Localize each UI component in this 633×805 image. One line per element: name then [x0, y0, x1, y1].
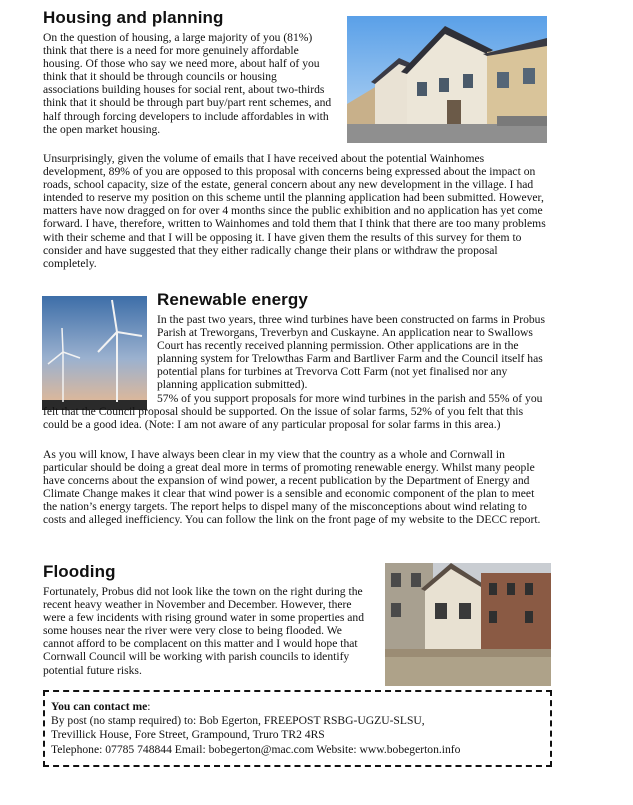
flooding-paragraph: Fortunately, Probus did not look like the town on the right during the recent heavy weather in November and December. However, there were a few incidents with rising ground water in some properties and some houses near the river were very close to being flooded. We cannot afford to be complacent on this matter and I would hope that Cornwall Council will be working with parish councils to identify potential future risks.: [43, 585, 364, 677]
flooding-heading: Flooding: [43, 562, 116, 581]
housing-photo: [347, 16, 547, 143]
contact-title-colon: :: [147, 700, 151, 713]
flood-photo: [385, 563, 551, 686]
housing-heading: Housing and planning: [43, 8, 224, 27]
housing-paragraph-1: On the question of housing, a large majority of you (81%) think that there is a need for more genuinely affordable housing. Of those who say we need more, about half of you think that it should be through councils or housing associations building houses for social rent, about two-thirds think that it should be through part buy/part rent schemes, and half through forcing developers to include affordables in with the open market housing.: [43, 31, 332, 136]
renewable-paragraph-1: In the past two years, three wind turbines have been constructed on farms in Probus Parish at Treworgans, Treverbyn and Cuskayne. An application near to Swallows Court has recently received planning permission. Other applications are in the planning system for Trelowthas Farm and Bartliver Farm and the Council itself has potential plans for turbines at Trevorva Cott Farm (not yet finalised nor any planning application submitted).: [157, 313, 545, 392]
contact-post-line-1: By post (no stamp required) to: Bob Egerton, FREEPOST RSBG-UGZU-SLSU,: [51, 714, 425, 728]
contact-post-line-2: Trevillick House, Fore Street, Grampound, Truro TR2 4RS: [51, 728, 325, 742]
renewable-heading: Renewable energy: [157, 290, 308, 309]
renewable-paragraph-3: As you will know, I have always been clear in my view that the country as a whole and Cornwall in particular should be doing a great deal more in terms of promoting renewable energy. Whilst many people have concerns about the expansion of wind power, a recent publication by the Department of Energy and Climate Change makes it clear that wind power is a sensible and economic component of the plan to meet the nation’s energy targets. The report helps to dispel many of the misconceptions about wind relating to costs and alleged inefficiency. You can follow the link on the front page of my website to the DECC report.: [43, 448, 541, 527]
housing-paragraph-2: Unsurprisingly, given the volume of emails that I have received about the potential Wainhomes development, 89% of you are opposed to this proposal with concerns being expressed about the impact on roads, school capacity, size of the estate, general concern about any new development in the village. I had intended to reserve my position on this scheme until the planning application had been submitted. However, matters have now dragged on for over 4 months since the public exhibition and no application has yet come forward. I have, therefore, written to Wainhomes and told them that I think that there are too many problems with their scheme and that I will be opposing it. I have given them the results of this survey for them to consider and have suggested that they either radically change their plans or withdraw the proposal completely.: [43, 152, 546, 270]
contact-title-line: [51, 700, 550, 714]
contact-box: [43, 690, 552, 767]
renewable-paragraph-2: [43, 392, 549, 431]
contact-title: You can contact me: [51, 700, 148, 713]
renewable-paragraph-2-text: 57% of you support proposals for more wind turbines in the parish and 55% of you felt that the Council proposal should be supported. On the issue of solar farms, 52% of you felt that this could be a good idea. (Note: I am not aware of any particular proposal for solar farms in this area.): [43, 392, 543, 432]
contact-details-line: Telephone: 07785 748844 Email: bobegerton@mac.com Website: www.bobegerton.info: [51, 742, 461, 756]
